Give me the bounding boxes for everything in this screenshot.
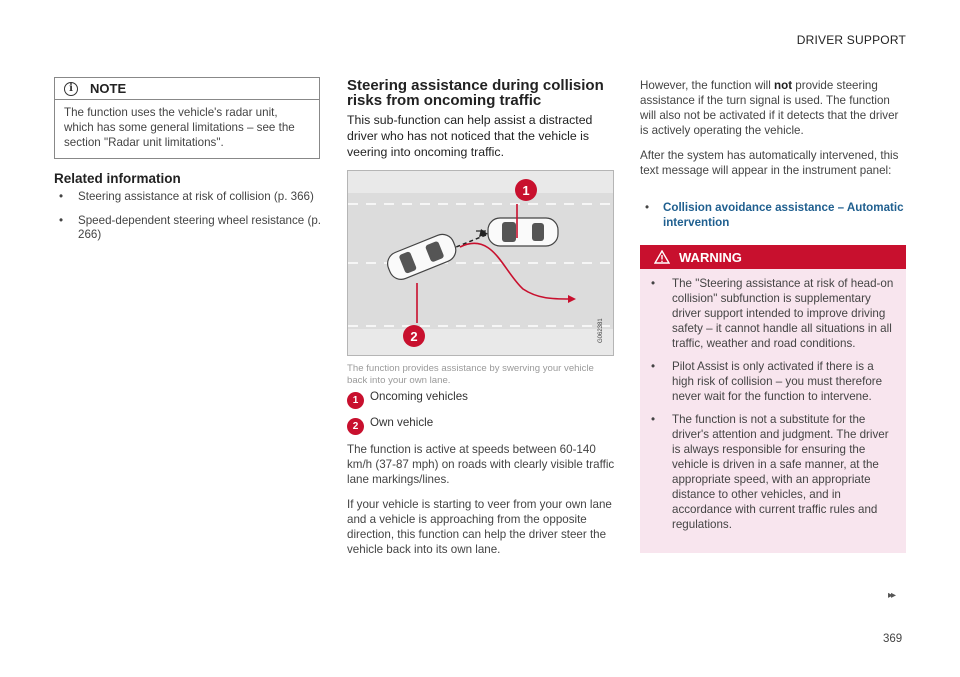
callout-label: Oncoming vehicles: [370, 390, 468, 403]
section-intro: This sub-function can help assist a distracted driver who has not noticed that the vehicle is veering into oncoming traffic.: [347, 113, 593, 159]
warning-list: [640, 269, 906, 532]
callout-legend-1: [347, 390, 468, 412]
callout-number: 1: [347, 392, 364, 409]
svg-text:2: 2: [410, 329, 418, 344]
message-link[interactable]: • Collision avoidance assistance – Automatic intervention: [645, 201, 904, 229]
section-title: Steering assistance during collision risks from oncoming traffic: [347, 77, 604, 109]
note-body: The function uses the vehicle's radar unit, which has some general limitations – see the section "Radar unit limitations".: [64, 106, 295, 149]
note-box: [54, 77, 320, 159]
page-header-section: DRIVER SUPPORT: [796, 33, 906, 47]
warning-box: [640, 245, 906, 553]
callout-marker-1: [515, 179, 537, 201]
road-diagram: [348, 171, 614, 356]
message-link-text[interactable]: Collision avoidance assistance – Automatic intervention: [663, 201, 904, 229]
info-icon: i: [64, 82, 78, 96]
oncoming-car: [488, 218, 558, 246]
warning-triangle-icon: [654, 250, 670, 264]
related-link-steering-assistance[interactable]: • Steering assistance at risk of collision (p. 366): [54, 190, 322, 204]
double-chevron-right-icon[interactable]: ▸▸: [888, 590, 895, 601]
page-number: 369: [883, 633, 903, 645]
warning-header: [640, 245, 906, 269]
illustration-lane-swerve: [347, 170, 614, 356]
warning-title: WARNING: [679, 249, 742, 265]
note-header: [55, 78, 319, 100]
callout-number: 2: [347, 418, 364, 435]
callout-label: Own vehicle: [370, 416, 434, 429]
related-information-list: [54, 190, 322, 252]
figure-caption: The function provides assistance by swerving your vehicle back into your own lane.: [347, 363, 594, 386]
image-code: G062381: [598, 318, 604, 343]
callout-legend-2: [347, 416, 433, 438]
warning-item: • The function is not a substitute for the driver's attention and judgment. The driver is always responsible for ensuring the vehicle is driven in a safe manner, at the appropriate speed, with an appropriate distance to other vehicles, and in accordance with current traffic rules and regulations.: [651, 412, 896, 532]
warning-item: • The "Steering assistance at risk of head-on collision" subfunction is supplementary driver support intended to improve driving safety – it cannot handle all situations in all traffic, weather and road conditions.: [651, 276, 896, 351]
callout-marker-2: [403, 325, 425, 347]
svg-text:1: 1: [522, 183, 530, 198]
related-information-heading: Related information: [54, 171, 181, 186]
note-title: NOTE: [90, 81, 127, 96]
after-intervention-paragraph: After the system has automatically intervened, this text message will appear in the instrument panel:: [640, 149, 899, 177]
speed-range-paragraph: The function is active at speeds between 60-140 km/h (37-87 mph) on roads with clearly visible traffic lane markings/lines.: [347, 443, 615, 486]
related-link-steering-resistance[interactable]: • Speed-dependent steering wheel resistance (p. 266): [54, 214, 322, 242]
not-activated-paragraph: However, the function will not provide steering assistance if the turn signal is used. The function will also not be activated if it detects that the driver is actively operating the vehicle.: [640, 79, 899, 137]
warning-item: • Pilot Assist is only activated if there is a high risk of collision – you must therefore never wait for the function to intervene.: [651, 359, 896, 404]
function-description-paragraph: If your vehicle is starting to veer from your own lane and a vehicle is approaching from the opposite direction, this function can help the driver steer the vehicle back into its own lane.: [347, 498, 612, 556]
